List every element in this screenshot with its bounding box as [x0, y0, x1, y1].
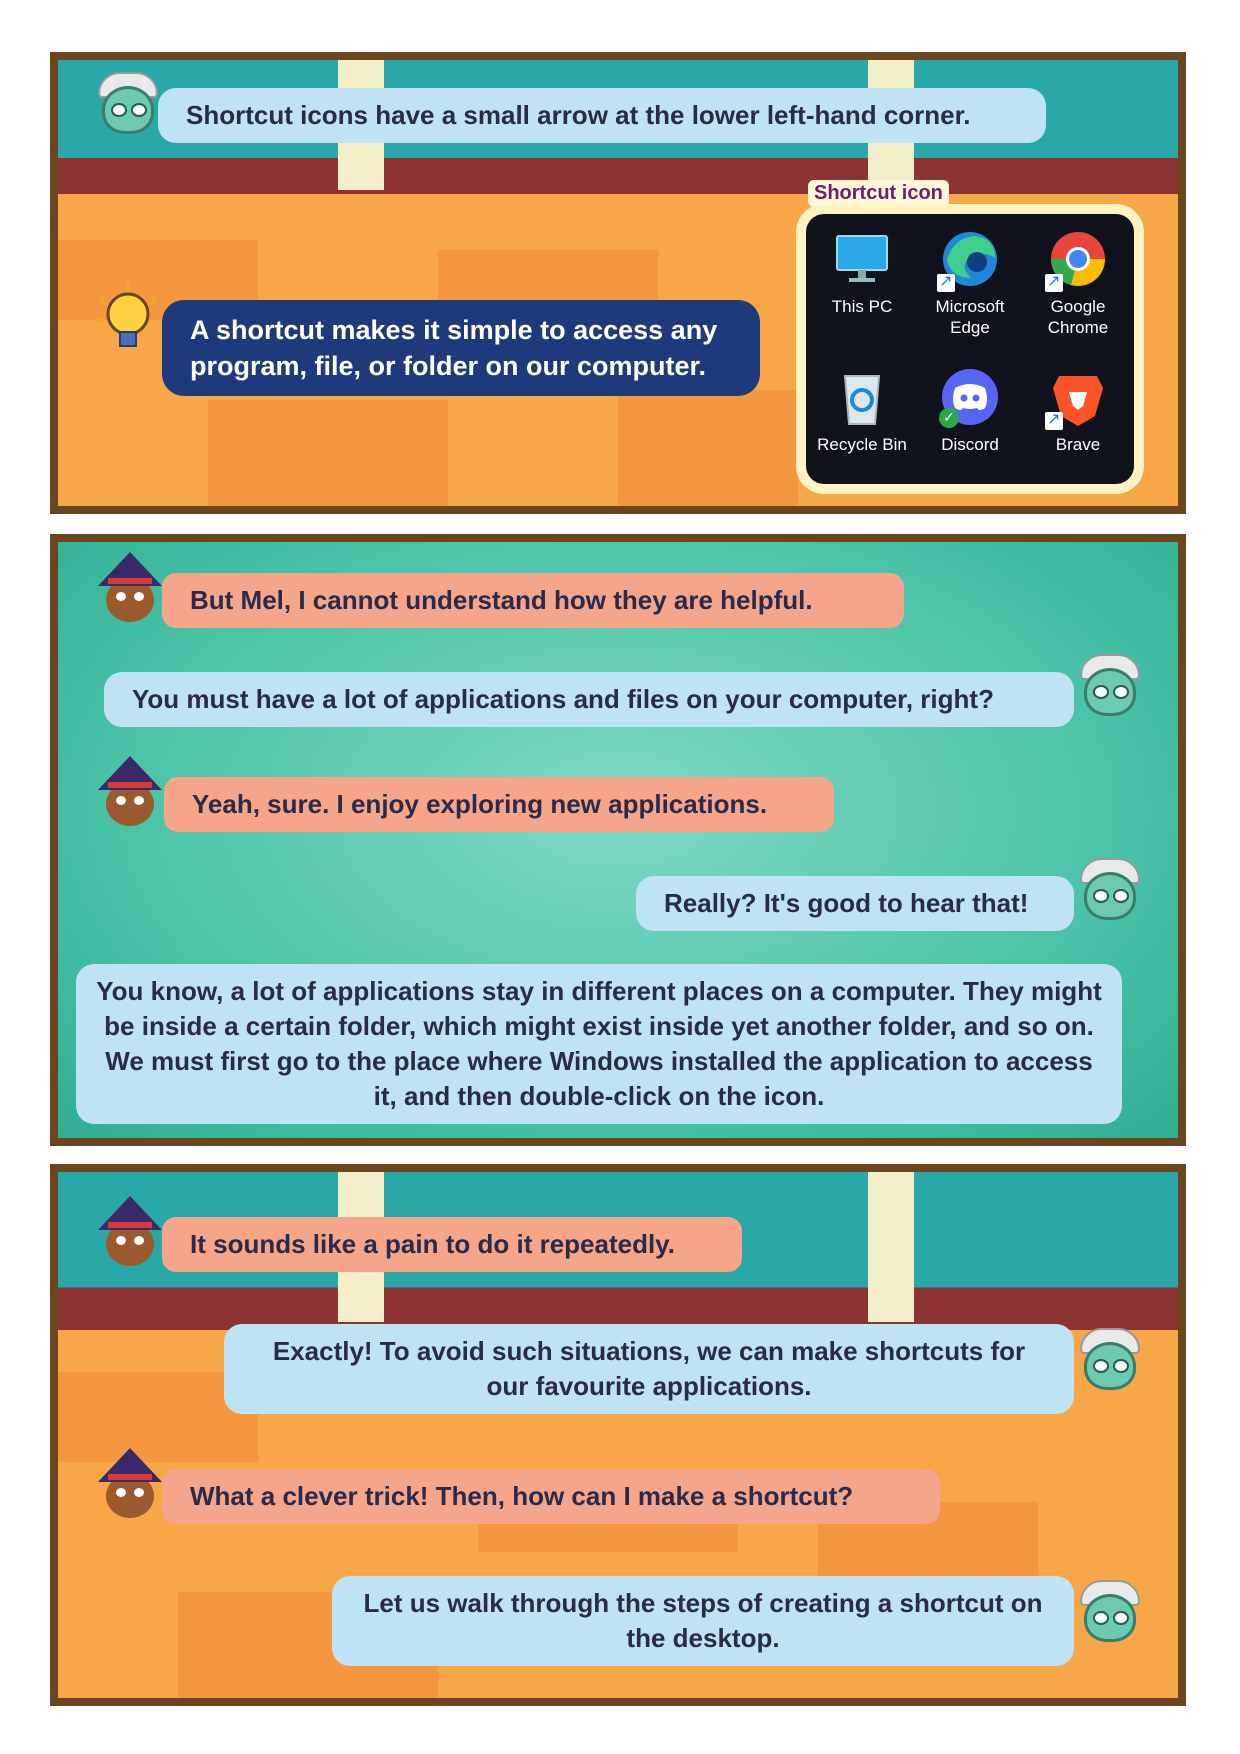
wizard-hat-band: [108, 578, 152, 584]
robot-eye: [1093, 1611, 1109, 1625]
edge-icon: [939, 228, 1001, 290]
icon-label: This PC: [831, 297, 893, 316]
speech-bubble-wizard-1: But Mel, I cannot understand how they are helpful.: [162, 573, 904, 628]
icon-label-line2: Chrome: [1047, 318, 1109, 337]
desktop-icon-edge[interactable]: [916, 228, 1024, 338]
robot-head-shape: [1084, 1594, 1136, 1642]
shortcut-arrow-icon: [1045, 274, 1063, 292]
icon-label-line1: Google: [1050, 297, 1106, 316]
robot-mel-avatar: [1074, 858, 1146, 930]
sync-check-icon: ✓: [939, 408, 959, 428]
speech-bubble-intro: Shortcut icons have a small arrow at the lower left-hand corner.: [158, 88, 1046, 143]
robot-eye: [1113, 685, 1129, 699]
wizard-avatar: [94, 1448, 166, 1520]
chrome-icon: [1047, 228, 1109, 290]
desktop-icon-this-pc[interactable]: [808, 228, 916, 317]
icon-label: Brave: [1055, 435, 1101, 454]
wizard-avatar: [94, 552, 166, 624]
shortcut-arrow-icon: [1045, 412, 1063, 430]
wall-pillar: [868, 1172, 914, 1322]
icon-label: Discord: [941, 435, 999, 454]
robot-head-shape: [102, 86, 154, 134]
tip-bubble: [162, 300, 760, 396]
wizard-eye: [134, 796, 144, 805]
robot-head-shape: [1084, 872, 1136, 920]
brave-icon: [1047, 366, 1109, 428]
wizard-avatar: [94, 756, 166, 828]
robot-head-shape: [1084, 668, 1136, 716]
icon-label-line1: Microsoft: [935, 297, 1005, 316]
icon-label: Recycle Bin: [817, 435, 907, 454]
robot-eye: [1093, 685, 1109, 699]
robot-mel-avatar: [1074, 1328, 1146, 1400]
desktop-preview: [806, 214, 1134, 484]
robot-mel-avatar: [1074, 654, 1146, 726]
wizard-eye: [134, 1488, 144, 1497]
recycle-bin-icon: [831, 366, 893, 428]
wizard-hat-band: [108, 1474, 152, 1480]
speech-bubble-wizard-4: What a clever trick! Then, how can I make a shortcut?: [162, 1469, 940, 1524]
discord-icon: [939, 366, 1001, 428]
robot-eye: [1093, 1359, 1109, 1373]
robot-mel-avatar: [92, 72, 164, 144]
wizard-eye: [116, 1236, 126, 1245]
wizard-eye: [116, 1488, 126, 1497]
speech-bubble-mel-2: Really? It's good to hear that!: [636, 876, 1074, 931]
wizard-avatar: [94, 1196, 166, 1268]
tip-text: A shortcut makes it simple to access any program, file, or folder on our computer.: [190, 315, 718, 381]
wizard-eye: [134, 1236, 144, 1245]
speech-bubble-wizard-3: It sounds like a pain to do it repeatedly.: [162, 1217, 742, 1272]
wizard-eye: [116, 796, 126, 805]
speech-bubble-mel-1: You must have a lot of applications and files on your computer, right?: [104, 672, 1074, 727]
robot-eye: [1113, 1359, 1129, 1373]
robot-head-shape: [1084, 1342, 1136, 1390]
shortcut-icon-callout: Shortcut icon: [808, 180, 949, 207]
wizard-hat-band: [108, 782, 152, 788]
speech-bubble-wizard-2: Yeah, sure. I enjoy exploring new applications.: [164, 777, 834, 832]
floor-tile: [618, 390, 798, 510]
monitor-icon: [831, 228, 893, 290]
robot-mel-avatar: [1074, 1580, 1146, 1652]
wizard-hat-band: [108, 1222, 152, 1228]
desktop-icon-discord[interactable]: [916, 366, 1024, 455]
wizard-eye: [134, 592, 144, 601]
robot-eye: [131, 103, 147, 117]
floor-tile: [208, 400, 448, 510]
desktop-icon-brave[interactable]: [1024, 366, 1132, 455]
robot-eye: [1113, 1611, 1129, 1625]
icon-label: [916, 296, 1024, 338]
robot-eye: [1113, 889, 1129, 903]
desktop-icon-recycle-bin[interactable]: [808, 366, 916, 455]
icon-label: [1024, 296, 1132, 338]
speech-bubble-mel-3: You know, a lot of applications stay in different places on a computer. They might be inside a certain folder, which might exist inside yet another folder, and so on. We must first go to the place where Windows installed the application to access it, and then double-click on the icon.: [76, 964, 1122, 1124]
lightbulb-icon: [90, 280, 160, 360]
robot-eye: [111, 103, 127, 117]
desktop-icon-chrome[interactable]: [1024, 228, 1132, 338]
speech-bubble-mel-5: Let us walk through the steps of creating a shortcut on the desktop.: [332, 1576, 1074, 1666]
wizard-eye: [116, 592, 126, 601]
shortcut-arrow-icon: [937, 274, 955, 292]
speech-bubble-mel-4: Exactly! To avoid such situations, we can make shortcuts for our favourite applications.: [224, 1324, 1074, 1414]
icon-label-line2: Edge: [950, 318, 990, 337]
robot-eye: [1093, 889, 1109, 903]
